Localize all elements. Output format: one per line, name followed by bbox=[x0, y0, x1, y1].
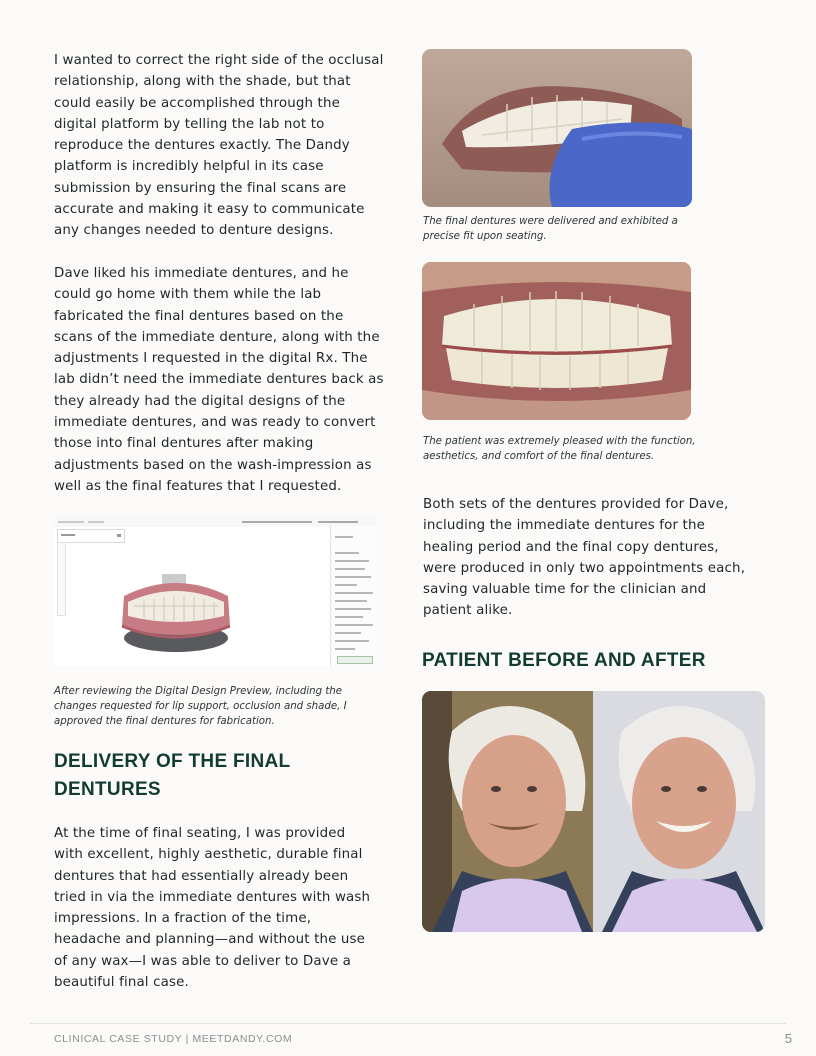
digital-design-preview-screenshot bbox=[54, 518, 377, 666]
footer-divider bbox=[30, 1023, 786, 1024]
photo-patient-before-after bbox=[422, 691, 765, 932]
heading-delivery-final-dentures: DELIVERY OF THE FINAL DENTURES bbox=[54, 751, 291, 800]
software-tool-column bbox=[57, 542, 66, 616]
software-side-panel bbox=[330, 526, 377, 666]
paragraph-both-sets: Both sets of the dentures provided for Dave, including the immediate dentures for the healing period and the final copy dentures, were produced in only two appointments each, saving valuable time for the clinician and patient alike. bbox=[423, 497, 746, 619]
page-number: 5 bbox=[784, 1031, 792, 1046]
heading-patient-before-after: PATIENT BEFORE AND AFTER bbox=[422, 650, 706, 671]
caption-design-preview: After reviewing the Digital Design Preview, including the changes requested for lip support, occlusion and shade, I approved the final dentures for fabrication. bbox=[54, 686, 347, 727]
paragraph-final-seating: At the time of final seating, I was provided with excellent, highly aesthetic, durable final dentures that had essentially already been tried in via the immediate dentures with wash impressions. In a fraction of the time, headache and planning—and without the use of any wax—I was able to deliver to Dave a beautiful final case. bbox=[54, 826, 371, 991]
footer-site-label: CLINICAL CASE STUDY | MEETDANDY.COM bbox=[54, 1033, 293, 1045]
paragraph-immediate-dentures: Dave liked his immediate dentures, and he could go home with them while the lab fabricated the final dentures based on the scans of the immediate denture, along with the adjustments I requested in the digital Rx. The lab didn’t need the immediate dentures back as they already had the digital designs of the immediate dentures, and was ready to convert those into final dentures after making adjustments based on the wash-impression as well as the final features that I requested. bbox=[54, 266, 384, 494]
photo-final-dentures-smile bbox=[422, 262, 691, 420]
caption-final-fit: The final dentures were delivered and exhibited a precise fit upon seating. bbox=[423, 216, 678, 242]
3d-denture-model-icon bbox=[114, 568, 244, 658]
photo-final-dentures-fit bbox=[422, 49, 692, 207]
software-panel-box bbox=[57, 529, 125, 543]
paragraph-occlusal-correction: I wanted to correct the right side of the occlusal relationship, along with the shade, but that could easily be accomplished through the digital platform by telling the lab not to reproduce the dentures exactly. The Dandy platform is incredibly helpful in its case submission by ensuring the final scans are accurate and making it easy to communicate any changes needed to denture designs. bbox=[54, 53, 384, 239]
software-toolbar bbox=[54, 518, 377, 527]
caption-patient-pleased: The patient was extremely pleased with the function, aesthetics, and comfort of the final dentures. bbox=[423, 436, 696, 462]
